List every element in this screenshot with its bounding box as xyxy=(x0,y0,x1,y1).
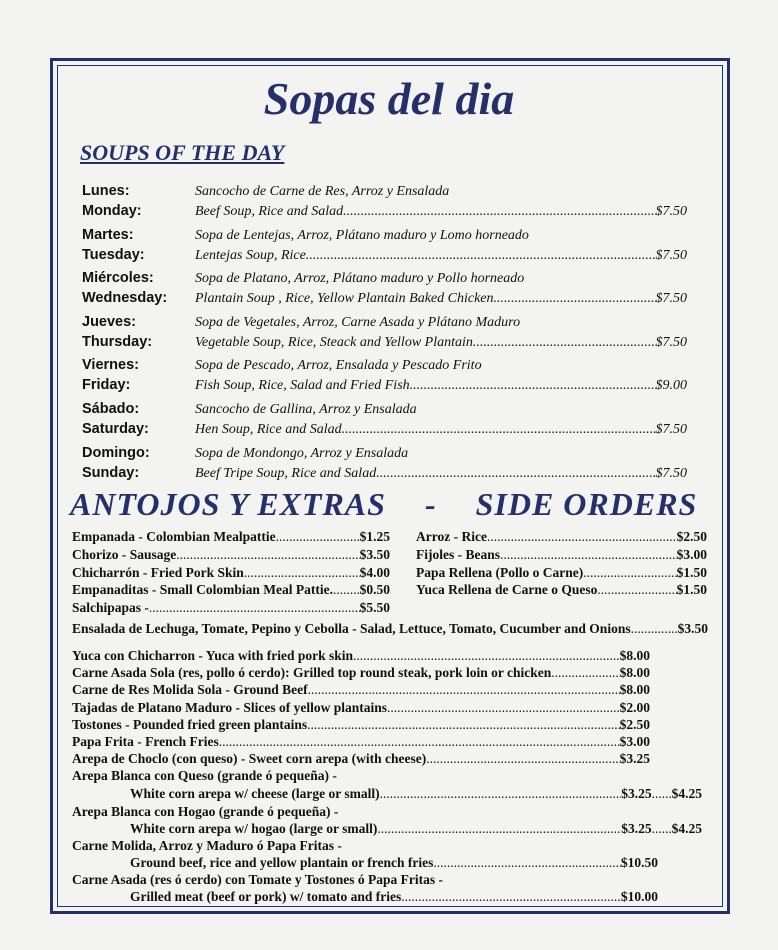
item-price: $10.00 xyxy=(620,889,658,904)
carne-asada-item xyxy=(130,888,658,906)
arepa-queso-item xyxy=(130,785,702,803)
item-name: Carne de Res Molida Sola - Ground Beef xyxy=(72,682,308,698)
item-price-2: $4.25 xyxy=(671,786,702,801)
item-name: Yuca Rellena de Carne o Queso xyxy=(416,582,598,598)
item-name: White corn arepa w/ cheese (large or small) xyxy=(130,786,380,801)
side-orders-heading xyxy=(70,486,710,523)
soup-en-row xyxy=(195,202,687,221)
item-price: $3.25 xyxy=(621,821,652,836)
day-en: Monday: xyxy=(82,203,142,219)
extra-item xyxy=(72,647,650,665)
item-name: Ground beef, rice and yellow plantain or french fries xyxy=(130,855,434,870)
day-es: Domingo: xyxy=(82,444,150,461)
item-price: $1.50 xyxy=(676,582,707,598)
item-name: Tostones - Pounded fried green plantains xyxy=(72,716,308,732)
item-price: $3.00 xyxy=(619,734,650,749)
item-name: Tajadas de Platano Maduro - Slices of yellow plantains xyxy=(72,699,388,715)
soup-en: Plantain Soup , Rice, Yellow Plantain Baked Chicken xyxy=(195,291,494,307)
arepa-hogao-item xyxy=(130,820,702,838)
item-name: Fijoles - Beans xyxy=(416,546,500,562)
soup-en: Beef Soup, Rice and Salad xyxy=(195,204,344,219)
extra-item xyxy=(72,681,650,699)
day-en: Sunday: xyxy=(82,464,140,481)
item-price: $2.50 xyxy=(619,716,650,732)
item-price: $4.00 xyxy=(359,564,390,580)
day-en: Saturday: xyxy=(82,421,149,437)
soup-en-row xyxy=(195,289,687,308)
item-name: Chorizo - Sausage xyxy=(72,546,177,562)
day-en: Wednesday: xyxy=(82,290,168,307)
soup-es: Sopa de Mondongo, Arroz y Ensalada xyxy=(195,445,409,461)
item-name: Arepa de Choclo (con queso) - Sweet corn arepa (with cheese) xyxy=(72,751,427,767)
soup-es: Sopa de Pescado, Arroz, Ensalada y Pescado Frito xyxy=(195,358,482,374)
right-item xyxy=(416,581,707,599)
soup-en-row xyxy=(195,464,687,483)
item-price: $1.25 xyxy=(359,529,390,544)
section-title-en: SIDE ORDERS xyxy=(475,486,698,522)
day-es: Martes: xyxy=(82,226,134,243)
right-item xyxy=(416,546,707,564)
soup-en: Vegetable Soup, Rice, Steack and Yellow Plantain xyxy=(195,334,473,350)
arepa-hogao-title: Arepa Blanca con Hogao (grande ó pequeña) - xyxy=(72,804,339,819)
soup-es: Sancocho de Carne de Res, Arroz y Ensalada xyxy=(195,184,450,199)
arepa-queso-title: Arepa Blanca con Queso (grande ó pequeña) - xyxy=(72,768,337,783)
carne-molida-title: Carne Molida, Arroz y Maduro ó Papa Fritas - xyxy=(72,838,342,853)
item-name: Chicharrón - Fried Pork Skin xyxy=(72,564,244,580)
item-price: $3.50 xyxy=(359,546,390,562)
day-en: Tuesday: xyxy=(82,246,145,263)
soup-en: Beef Tripe Soup, Rice and Salad xyxy=(195,465,377,481)
carne-asada-title: Carne Asada (res ó cerdo) con Tomate y Tostones ó Papa Fritas - xyxy=(72,872,443,887)
carne-molida-item xyxy=(130,854,658,872)
soup-en-row xyxy=(195,376,687,395)
item-name: Yuca con Chicharron - Yuca with fried pork skin xyxy=(72,648,354,663)
soup-price: $7.50 xyxy=(655,334,687,350)
item-price: $1.50 xyxy=(676,564,707,580)
soup-es: Sancocho de Gallina, Arroz y Ensalada xyxy=(195,402,417,417)
item-name: Grilled meat (beef or pork) w/ tomato and fries xyxy=(130,889,402,904)
day-es: Miércoles: xyxy=(82,270,154,287)
item-name: Ensalada de Lechuga, Tomate, Pepino y Cebolla - Salad, Lettuce, Tomato, Cucumber and Onions xyxy=(72,621,631,636)
item-name: Papa Rellena (Pollo o Carne) xyxy=(416,564,584,580)
extra-item xyxy=(72,716,650,734)
item-price: $2.00 xyxy=(619,699,650,715)
item-price: $10.50 xyxy=(620,855,658,870)
soup-es: Sopa de Platano, Arroz, Plátano maduro y Pollo horneado xyxy=(195,271,525,287)
item-name: Empanada - Colombian Mealpattie xyxy=(72,529,276,544)
item-price: $8.00 xyxy=(619,648,650,663)
item-price: $0.50 xyxy=(359,582,390,598)
soup-en-row xyxy=(195,333,687,352)
item-price: $2.50 xyxy=(676,529,707,544)
section-title-dash: - xyxy=(424,486,437,522)
soup-price: $7.50 xyxy=(655,465,687,481)
item-price: $3.25 xyxy=(619,751,650,767)
section-title-es: ANTOJOS Y EXTRAS xyxy=(70,486,386,522)
right-item xyxy=(416,564,707,582)
item-name: White corn arepa w/ hogao (large or small) xyxy=(130,821,378,836)
day-en: Friday: xyxy=(82,377,131,394)
item-price: $3.25 xyxy=(621,786,652,801)
item-name: Arroz - Rice xyxy=(416,529,487,544)
item-price: $3.50 xyxy=(677,621,708,636)
soup-price: $7.50 xyxy=(655,422,687,437)
left-item xyxy=(72,546,390,564)
left-item xyxy=(72,564,390,582)
soup-en: Lentejas Soup, Rice xyxy=(195,247,306,263)
day-en: Thursday: xyxy=(82,333,153,350)
item-price: $5.50 xyxy=(359,600,390,616)
day-es: Jueves: xyxy=(82,313,137,330)
item-name: Papa Frita - French Fries xyxy=(72,734,219,749)
day-es: Lunes: xyxy=(82,183,130,199)
day-es: Viernes: xyxy=(82,357,139,374)
extra-item xyxy=(72,664,650,682)
item-name: Salchipapas - xyxy=(72,600,149,616)
right-item xyxy=(416,528,707,546)
soup-en: Hen Soup, Rice and Salad xyxy=(195,422,342,437)
soup-price: $9.00 xyxy=(655,378,687,394)
soup-en-row xyxy=(195,420,687,439)
item-price-2: $4.25 xyxy=(671,821,702,836)
soup-price: $7.50 xyxy=(655,291,687,307)
left-item xyxy=(72,528,390,546)
soup-price: $7.50 xyxy=(655,204,687,219)
left-item xyxy=(72,581,390,599)
day-es: Sábado: xyxy=(82,401,140,417)
soup-es: Sopa de Lentejas, Arroz, Plátano maduro y Lomo horneado xyxy=(195,227,529,243)
extra-item xyxy=(72,699,650,717)
soup-en-row xyxy=(195,246,687,265)
item-price: $8.00 xyxy=(619,665,650,681)
extra-item xyxy=(72,750,650,768)
left-item xyxy=(72,599,390,617)
item-price: $8.00 xyxy=(619,682,650,698)
soup-price: $7.50 xyxy=(655,247,687,263)
soups-heading: SOUPS OF THE DAY xyxy=(80,140,285,165)
item-name: Carne Asada Sola (res, pollo ó cerdo): Grilled top round steak, pork loin or chicken xyxy=(72,665,552,681)
item-price: $3.00 xyxy=(676,546,707,562)
extra-item xyxy=(72,733,650,751)
item-name: Empanaditas - Small Colombian Meal Pattie. xyxy=(72,582,334,598)
soup-en: Fish Soup, Rice, Salad and Fried Fish xyxy=(195,378,410,394)
soup-es: Sopa de Vegetales, Arroz, Carne Asada y Plátano Maduro xyxy=(195,314,521,330)
menu-title: Sopas del dia xyxy=(263,73,515,124)
salad-item xyxy=(72,620,708,638)
